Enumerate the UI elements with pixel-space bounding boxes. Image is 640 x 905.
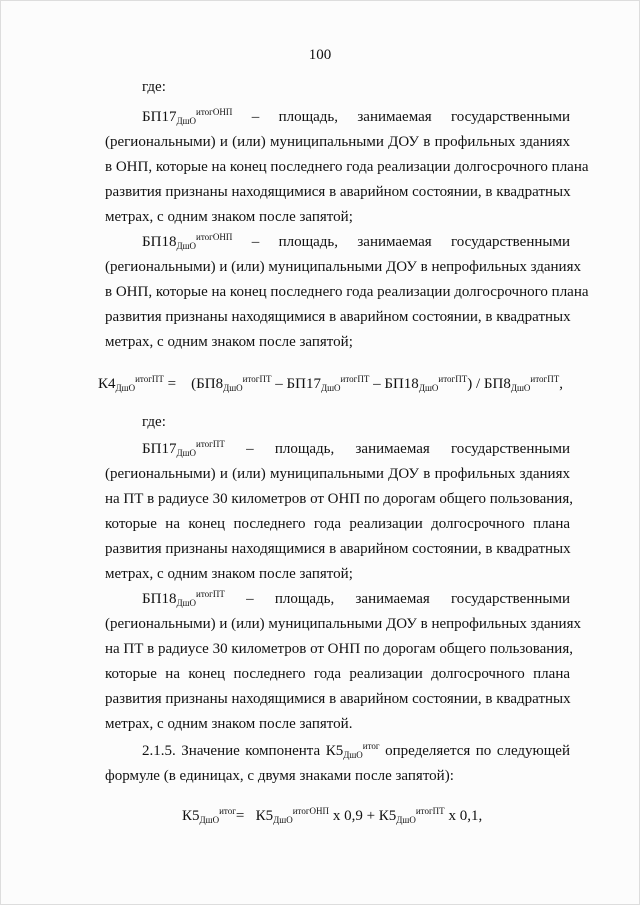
- definition-bp18-pt-line-3: на ПТ в радиусе 30 километров от ОНП по дорогам общего пользования,: [105, 641, 573, 657]
- definition-bp18-pt-line-6: метрах, с одним знаком после запятой.: [105, 716, 353, 732]
- formula-k4: $К4_{ДшО}^{итогПТ}$ = $(БП8_{ДшО}^{итогПТ} - БП17_{ДшО}^{итогПТ} - БП18_{ДшО}^{итогПТ}) / БП8_{ДшО}^{итогПТ}$,: [98, 374, 563, 393]
- definition-bp18-pt-line-1: $БП18_{ДшО}^{итогПТ}$ – площадь, занимаемая государственными: [142, 589, 570, 608]
- definition-bp17-onp-line-3: в ОНП, которые на конец последнего года реализации долгосрочного плана: [105, 159, 589, 175]
- definition-bp18-onp-line-1: $БП18_{ДшО}^{итогОНП}$ – площадь, занимаемая государственными: [142, 232, 570, 251]
- definition-bp18-onp-line-2: (региональными) и (или) муниципальными ДОУ в непрофильных зданиях: [105, 259, 581, 275]
- formula-k5: $К5_{ДшО}^{итог}= К5_{ДшО}^{итогОНП}$ х $0,9 + К5_{ДшО}^{итогПТ}$ х 0,1,: [182, 806, 483, 825]
- definition-bp17-pt-line-6: метрах, с одним знаком после запятой;: [105, 566, 353, 582]
- definition-bp17-onp-line-2: (региональными) и (или) муниципальными ДОУ в профильных зданиях: [105, 134, 570, 150]
- definition-bp18-pt-line-4: которые на конец последнего года реализации долгосрочного плана: [105, 666, 570, 682]
- definition-bp18-onp-line-4: развития признаны находящимися в аварийном состоянии, в квадратных: [105, 309, 571, 325]
- page-number: 100: [308, 47, 332, 63]
- definition-bp17-onp-line-5: метрах, с одним знаком после запятой;: [105, 209, 353, 225]
- definition-bp17-pt-line-5: развития признаны находящимися в аварийном состоянии, в квадратных: [105, 541, 571, 557]
- where-label-2: где:: [142, 414, 166, 430]
- section-2-1-5-line-2: формуле (в единицах, с двумя знаками после запятой):: [105, 768, 454, 784]
- definition-bp17-pt-line-2: (региональными) и (или) муниципальными ДОУ в профильных зданиях: [105, 466, 570, 482]
- definition-bp17-pt-line-3: на ПТ в радиусе 30 километров от ОНП по дорогам общего пользования,: [105, 491, 573, 507]
- definition-bp17-pt-line-4: которые на конец последнего года реализации долгосрочного плана: [105, 516, 570, 532]
- definition-bp17-onp-line-4: развития признаны находящимися в аварийном состоянии, в квадратных: [105, 184, 571, 200]
- definition-bp18-onp-line-5: метрах, с одним знаком после запятой;: [105, 334, 353, 350]
- definition-bp17-onp-line-1: $БП17_{ДшО}^{итогОНП}$ – площадь, занимаемая государственными: [142, 107, 570, 126]
- definition-bp18-pt-line-5: развития признаны находящимися в аварийном состоянии, в квадратных: [105, 691, 571, 707]
- section-2-1-5-line-1: 2.1.5. Значение компонента $К5_{ДшО}^{итог}$ определяется по следующей: [142, 741, 570, 760]
- definition-bp18-onp-line-3: в ОНП, которые на конец последнего года реализации долгосрочного плана: [105, 284, 589, 300]
- where-label-1: где:: [142, 79, 166, 95]
- definition-bp18-pt-line-2: (региональными) и (или) муниципальными ДОУ в непрофильных зданиях: [105, 616, 581, 632]
- definition-bp17-pt-line-1: $БП17_{ДшО}^{итогПТ}$ – площадь, занимаемая государственными: [142, 439, 570, 458]
